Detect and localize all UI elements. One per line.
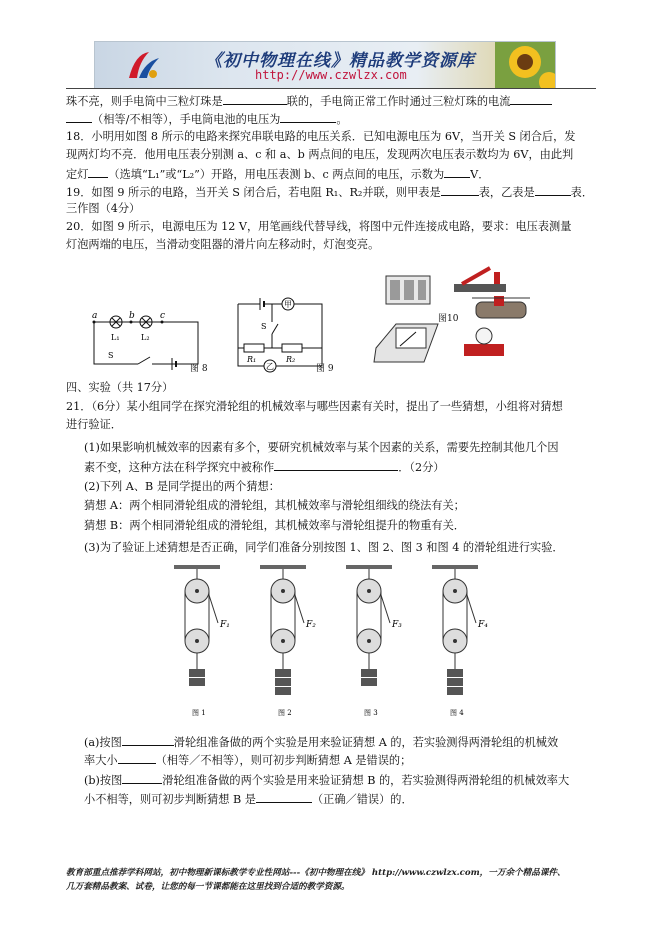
fig9-label-s: S — [261, 322, 267, 331]
pulley-caption-3: 图 3 — [364, 709, 378, 717]
q21-line-3: (1)如果影响机械效率的因素有多个，要研究机械效率与某个因素的关系，需要先控制其他几个因 — [84, 441, 559, 454]
q19-line: 19．如图 9 所示的电路，当开关 S 闭合后，若电阻 R₁、R₂并联，则甲表是 表，乙表是 表． — [66, 186, 594, 199]
fig9-label-jia: 甲 — [284, 300, 292, 309]
q18-line-2: 现两灯均不亮．他用电压表分别测 a、c 和 a、b 两点间的电压，发现两次电压表示数均为 6V，由此判 — [66, 148, 574, 161]
figure-10-caption: 图10 — [438, 314, 459, 324]
q20-line-2: 灯泡两端的电压，当滑动变阻器的滑片向左移动时，灯泡变亮。 — [66, 238, 380, 251]
line-2: （相等/不相等），手电筒电池的电压为 。 — [66, 111, 348, 127]
qb-line-1: (b)按图 滑轮组准备做的两个实验是用来验证猜想 B 的，若实验测得两滑轮组的机械效率大 — [84, 774, 570, 787]
lamp-icon — [464, 328, 504, 356]
fig8-label-b: b — [129, 311, 135, 321]
q18-line-1: 18．小明用如图 8 所示的电路来探究串联电路的电压关系．已知电源电压为 6V，当开关 S 闭合后，发 — [66, 130, 576, 143]
q21-guess-b: 猜想 B：两个相同滑轮组成的滑轮组，其机械效率与滑轮组提升的物重有关． — [84, 519, 465, 532]
qa-line-1: (a)按图 滑轮组准备做的两个实验是用来验证猜想 A 的，若实验测得两滑轮组的机械效 — [84, 736, 559, 749]
q18-line-3: 定灯 （选填“L₁”或“L₂”）开路，用电压表测 b、c 两点间的电压，示数为 V． — [66, 168, 490, 181]
footer-line-2: 几万套精品教案、试卷，让您的每一节课都能在这里找到合适的教学资源。 — [66, 882, 350, 892]
figure-8 — [86, 308, 206, 378]
figure-9 — [230, 294, 330, 376]
pulley-figure-2 — [260, 565, 316, 717]
header-banner — [94, 41, 556, 89]
header-rule — [66, 88, 596, 89]
pulley-figure-4 — [432, 565, 488, 717]
fig8-label-a: a — [92, 311, 98, 321]
fig9-label-yi: 乙 — [266, 362, 274, 371]
q21-line-5: (2)下列 A、B 是同学提出的两个猜想： — [84, 480, 280, 493]
qa-line-2: 率大小 （相等／不相等），则可初步判断猜想 A 是错误的； — [84, 754, 412, 767]
pulley-caption-1: 图 1 — [192, 709, 206, 717]
fig9-label-r1: R₁ — [247, 355, 257, 364]
logo-icon — [125, 48, 163, 82]
pulley-caption-2: 图 2 — [278, 709, 292, 717]
fig9-label-r2: R₂ — [286, 355, 296, 364]
pulley-force-label-3: F₃ — [392, 620, 402, 630]
pulley-force-label-2: F₂ — [306, 620, 316, 630]
rheostat-icon — [472, 296, 530, 318]
footer-line-1: 教育部重点推荐学科网站，初中物理新课标教学专业性网站---《初中物理在线》 http://www.czwlzx.com，一万余个精品课件、 — [66, 868, 566, 878]
section-4-title: 四、实验（共 17分） — [66, 381, 174, 394]
figure-9-caption: 图 9 — [316, 364, 334, 374]
sunflower-icon — [495, 42, 555, 88]
knife-switch-icon — [454, 268, 506, 292]
pulley-figure-3 — [346, 565, 402, 717]
qb-line-2: 小不相等，则可初步判断猜想 B 是 （正确／错误）的． — [84, 793, 413, 806]
q21-line-2: 进行验证． — [66, 418, 122, 431]
banner-title: 《初中物理在线》精品教学资源库 — [205, 51, 475, 71]
line-1: 珠不亮，则手电筒中三粒灯珠是 联的，手电筒正常工作时通过三粒灯珠的电流 — [66, 93, 552, 109]
battery-box-icon — [386, 276, 430, 304]
voltmeter-icon — [374, 324, 438, 362]
fig8-label-l1: L₁ — [111, 333, 120, 342]
fig8-label-c: c — [160, 311, 166, 321]
q20-line-1: 20．如图 9 所示，电源电压为 12 V，用笔画线代替导线，将图中元件连接成电路，要求：电压表测量 — [66, 220, 572, 233]
pulley-figure-1 — [174, 565, 230, 717]
q21-line-6: (3)为了验证上述猜想是否正确，同学们准备分别按图 1、图 2、图 3 和图 4 的滑轮组进行实验． — [84, 541, 564, 554]
q21-guess-a: 猜想 A：两个相同滑轮组成的滑轮组，其机械效率与滑轮组细线的绕法有关； — [84, 499, 465, 512]
q21-line-1: 21．（6分）某小组同学在探究滑轮组的机械效率与哪些因素有关时，提出了一些猜想，小组将对猜想 — [66, 400, 563, 413]
figure-8-caption: 图 8 — [190, 364, 208, 374]
fig8-label-s: S — [108, 351, 114, 360]
banner-url: http://www.czwlzx.com — [255, 68, 407, 82]
section-3-title: 三作图（4分） — [66, 202, 141, 215]
pulley-figures — [160, 565, 490, 720]
pulley-caption-4: 图 4 — [450, 709, 464, 717]
pulley-force-label-4: F₄ — [478, 620, 488, 630]
pulley-force-label-1: F₁ — [220, 620, 230, 630]
fig8-label-l2: L₂ — [141, 333, 150, 342]
q21-line-4: 素不变，这种方法在科学探究中被称作 ．（2分） — [84, 461, 445, 474]
